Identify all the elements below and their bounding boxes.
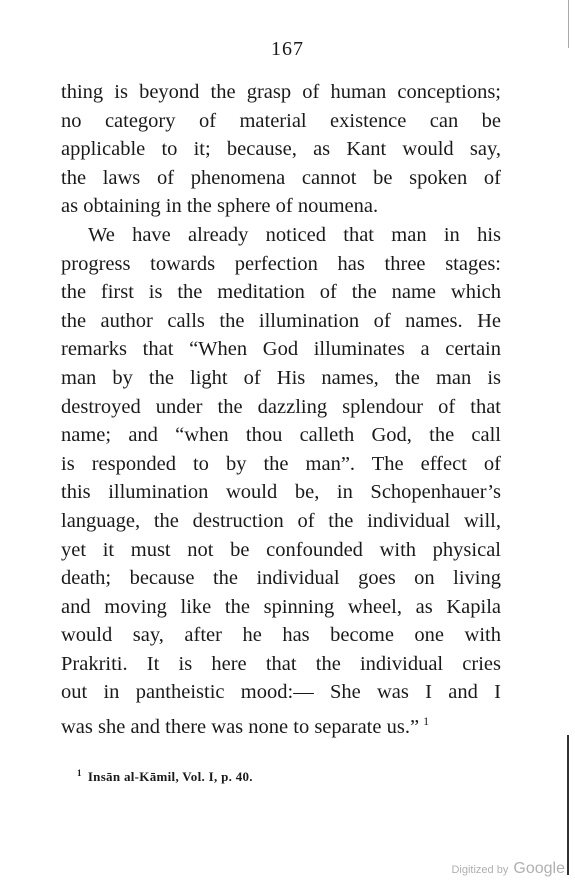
text-line: name; and “when thou calleth God, the call [61,424,501,447]
text-line: Prakriti. It is here that the individual cries [61,652,501,675]
body-text [61,78,501,739]
text-line: thing is beyond the grasp of human conceptions; [61,81,501,103]
text-line: would say, after he has become one with [61,624,501,647]
text-line: as obtaining in the sphere of noumena. [61,195,379,218]
footnote-mark: 1 [77,768,82,778]
text-line: death; because the individual goes on living [61,567,501,590]
text-line: destroyed under the dazzling splendour of that [61,395,501,418]
text-line: this illumination would be, in Schopenhauer’s [61,481,501,504]
page-edge-line-bottom [567,735,569,875]
text-line: yet it must not be confounded with physical [61,538,501,561]
digitized-watermark [451,860,565,878]
text-line-last [61,707,501,739]
page-number: 167 [271,38,304,60]
text-line: We have already noticed that man in his [88,223,501,246]
footnote-text: Insān al-Kāmil, Vol. I, p. 40. [87,769,253,784]
text-line: out in pantheistic mood:— She was I and I [61,681,501,704]
text-line: and moving like the spinning wheel, as Kapila [61,595,501,618]
watermark-prefix: Digitized by [451,864,509,876]
text-line: no category of material existence can be [61,109,501,132]
text-line: the author calls the illumination of names. He [61,309,501,332]
text-line: is responded to by the man”. The effect of [61,452,501,475]
text-line: remarks that “When God illuminates a certain [61,338,501,361]
text-line-content: was she and there was none to separate us.” [61,716,420,739]
footnote [77,768,253,785]
text-line: applicable to it; because, as Kant would say, [61,138,501,161]
watermark-brand-logo: Google [513,860,565,877]
footnote-reference[interactable]: 1 [423,714,430,729]
text-line: progress towards perfection has three stages: [61,252,501,275]
text-line: man by the light of His names, the man is [61,366,501,389]
text-line: the laws of phenomena cannot be spoken of [61,166,501,189]
text-line: the first is the meditation of the name which [61,281,501,304]
text-line: language, the destruction of the individual will, [61,509,501,532]
